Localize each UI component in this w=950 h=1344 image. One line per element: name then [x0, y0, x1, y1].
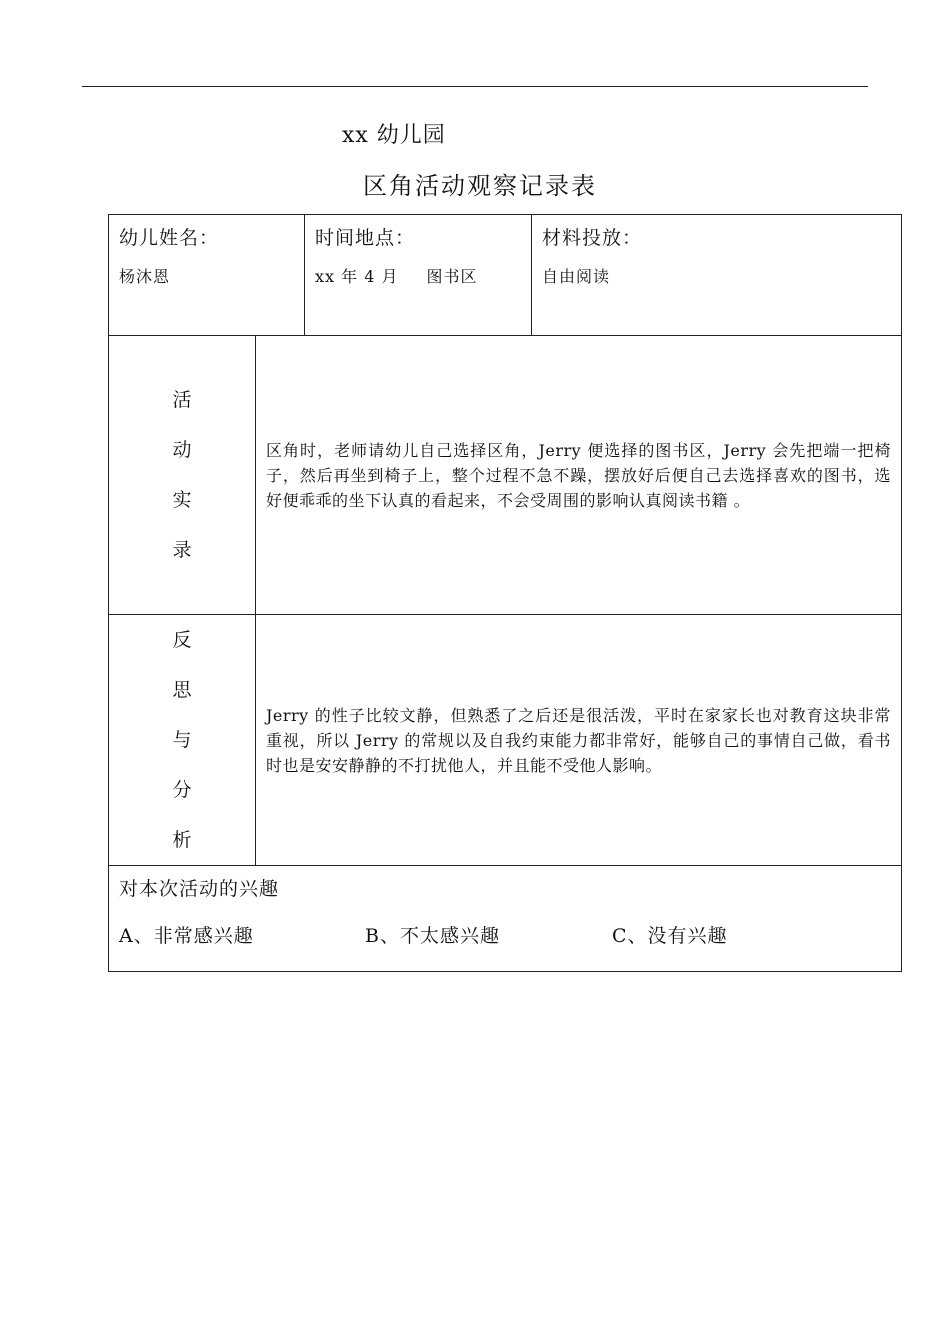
interest-question: 对本次活动的兴趣: [119, 878, 280, 900]
activity-record-cell: [256, 336, 902, 615]
interest-row: [109, 866, 902, 972]
child-name-cell: [109, 215, 305, 336]
interest-option-b[interactable]: B、不太感兴趣: [365, 925, 500, 947]
place-value: 图书区: [426, 267, 478, 286]
time-place-value: [315, 264, 531, 287]
time-place-label: 时间地点：: [315, 227, 416, 249]
side-char: 与: [172, 729, 192, 751]
side-char: 分: [172, 779, 192, 801]
side-char: 析: [172, 829, 192, 851]
school-name: xx 幼儿园: [342, 123, 446, 148]
side-char: 活: [172, 389, 192, 411]
material-label: 材料投放：: [542, 227, 643, 249]
interest-option-c[interactable]: C、没有兴趣: [612, 925, 728, 947]
observation-table: [108, 214, 902, 972]
interest-cell: [109, 866, 902, 972]
info-row: [109, 215, 902, 336]
reflection-side-label: [109, 615, 256, 866]
side-char: 动: [172, 439, 192, 461]
material-cell: [532, 215, 902, 336]
reflection-analysis-text: Jerry 的性子比较文静，但熟悉了之后还是很活泼，平时在家家长也对教育这块非常重视，所以 Jerry 的常规以及自我约束能力都非常好，能够自己的事情自己做，看书时也是安安静静的不打扰他人，并且能不受他人影响。: [266, 705, 892, 775]
top-rule: [82, 86, 868, 87]
time-place-cell: [305, 215, 532, 336]
child-name-label: 幼儿姓名：: [119, 227, 220, 249]
interest-option-a[interactable]: A、非常感兴趣: [119, 925, 254, 947]
activity-record-text: 区角时，老师请幼儿自己选择区角，Jerry 便选择的图书区，Jerry 会先把端一把椅子，然后再坐到椅子上，整个过程不急不躁，摆放好后便自己去选择喜欢的图书，选好便乖乖的坐下认真的看起来，不会受周围的影响认真阅读书籍 。: [266, 440, 892, 510]
side-char: 思: [172, 679, 192, 701]
activity-side-label: [109, 336, 256, 615]
form-title: 区角活动观察记录表: [363, 172, 597, 200]
child-name-value: 杨沐恩: [119, 267, 171, 286]
reflection-row: [109, 615, 902, 866]
side-char: 实: [172, 489, 192, 511]
material-value: 自由阅读: [542, 267, 611, 286]
time-value: xx 年 4 月: [315, 267, 399, 286]
reflection-analysis-cell: [256, 615, 902, 866]
side-char: 反: [172, 629, 192, 651]
activity-row: [109, 336, 902, 615]
interest-options: [119, 921, 901, 948]
side-char: 录: [172, 539, 192, 561]
